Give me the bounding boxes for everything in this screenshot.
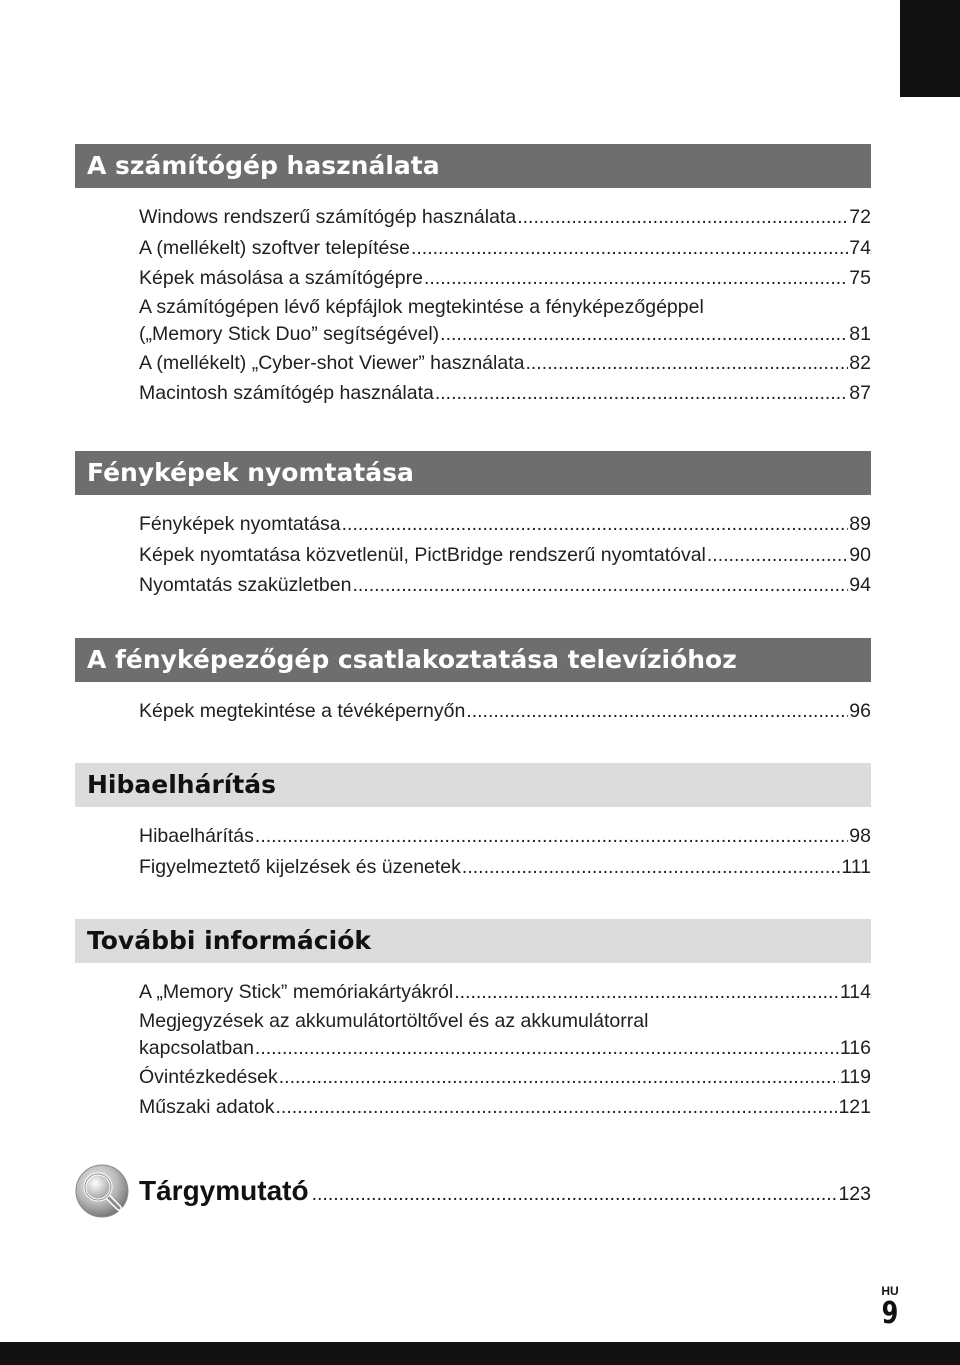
- toc-entry-page: 75: [849, 267, 871, 289]
- corner-tab: [900, 0, 960, 97]
- language-code: HU: [881, 1284, 899, 1298]
- dot-leader: [525, 348, 848, 379]
- toc-entry-label: A „Memory Stick” memóriakártyákról: [139, 981, 454, 1003]
- toc-entry-label: Műszaki adatok: [139, 1096, 275, 1118]
- dot-leader: [462, 852, 840, 883]
- toc-index-entry[interactable]: [75, 1163, 871, 1219]
- toc-entry[interactable]: [139, 1092, 871, 1123]
- toc-entry-label: Figyelmeztető kijelzések és üzenetek: [139, 855, 461, 878]
- dot-leader: [466, 696, 848, 727]
- index-page: 123: [838, 1183, 871, 1205]
- toc-entry-page: 111: [841, 855, 871, 878]
- toc-entry-label: Képek másolása a számítógépre: [139, 267, 423, 289]
- toc-entry[interactable]: [139, 378, 871, 409]
- toc-section-printing: [75, 451, 871, 601]
- dot-leader: [279, 1062, 839, 1093]
- toc-entry-label: A (mellékelt) szoftver telepítése: [139, 236, 410, 259]
- dot-leader: [411, 233, 848, 264]
- toc-entry[interactable]: [139, 821, 871, 852]
- toc-section-computer: [75, 144, 871, 409]
- toc-section-additional-info: [75, 919, 871, 1123]
- toc-entry-label: Képek megtekintése a tévéképernyőn: [139, 700, 466, 722]
- toc-entry[interactable]: [139, 696, 871, 727]
- toc-entry-page: 121: [838, 1096, 871, 1118]
- dot-leader: [707, 540, 848, 571]
- toc-entry-label: kapcsolatban: [139, 1036, 254, 1059]
- dot-leader: [255, 821, 848, 852]
- dot-leader: [435, 378, 848, 409]
- dot-leader: [275, 1092, 837, 1123]
- toc-entry-page: 116: [839, 1036, 871, 1059]
- toc-entry-page: 81: [849, 322, 871, 345]
- section-title: Fényképek nyomtatása: [75, 451, 871, 495]
- toc-entry[interactable]: [139, 540, 871, 571]
- toc-entry[interactable]: [139, 570, 871, 601]
- dot-leader: [424, 263, 848, 294]
- toc-entry[interactable]: [139, 1062, 871, 1093]
- toc-entries: [75, 495, 871, 601]
- toc-entry-label: A (mellékelt) „Cyber-shot Viewer” használata: [139, 351, 525, 374]
- toc-entry-label-line1: A számítógépen lévő képfájlok megtekintése a fényképezőgéppel: [139, 295, 704, 318]
- toc-entry-multiline[interactable]: [139, 1008, 871, 1062]
- toc-entries: [75, 807, 871, 882]
- toc-entry-page: 90: [849, 543, 871, 566]
- section-title: A fényképezőgép csatlakoztatása televízióhoz: [75, 638, 871, 682]
- toc-entry-page: 72: [849, 206, 871, 228]
- toc-entry-page: 82: [849, 351, 871, 374]
- toc-section-troubleshooting: [75, 763, 871, 882]
- section-title: További információk: [75, 919, 871, 963]
- toc-entry-page: 87: [849, 382, 871, 404]
- toc-entry[interactable]: [139, 977, 871, 1008]
- toc-entry-page: 94: [849, 574, 871, 596]
- toc-entry-label: („Memory Stick Duo” segítségével): [139, 322, 440, 345]
- toc-entry-label: Nyomtatás szaküzletben: [139, 574, 352, 596]
- section-title: A számítógép használata: [75, 144, 871, 188]
- toc-entry[interactable]: [139, 348, 871, 379]
- dot-leader: [255, 1035, 839, 1062]
- toc-entry-label: Hibaelhárítás: [139, 825, 254, 847]
- toc-entry[interactable]: [139, 233, 871, 264]
- dot-leader: [440, 321, 848, 348]
- toc-entry-label: Óvintézkedések: [139, 1065, 278, 1088]
- toc-entries: [75, 188, 871, 409]
- toc-section-tv: [75, 638, 871, 727]
- toc-entry-page: 98: [849, 825, 871, 847]
- toc-entry-multiline[interactable]: [139, 294, 871, 348]
- dot-leader: [454, 977, 839, 1008]
- toc-entry-label-line1: Megjegyzések az akkumulátortöltővel és az akkumulátorral: [139, 1009, 649, 1032]
- dot-leader: [517, 202, 848, 233]
- toc-entries: [75, 682, 871, 727]
- page-number: 9: [881, 1296, 899, 1331]
- toc-entry[interactable]: [139, 509, 871, 540]
- toc-entry-label: Macintosh számítógép használata: [139, 382, 434, 404]
- bottom-bar: [0, 1342, 960, 1365]
- dot-leader: [352, 570, 848, 601]
- toc-entry-label: Fényképek nyomtatása: [139, 513, 341, 535]
- dot-leader: [342, 509, 849, 540]
- toc-entries: [75, 963, 871, 1123]
- toc-entry-label: Windows rendszerű számítógép használata: [139, 206, 517, 228]
- magnifier-icon: [75, 1164, 129, 1218]
- toc-entry-page: 89: [849, 513, 871, 535]
- toc-entry-label: Képek nyomtatása közvetlenül, PictBridge rendszerű nyomtatóval: [139, 543, 706, 566]
- index-title: Tárgymutató: [139, 1175, 309, 1206]
- toc-entry-page: 96: [849, 700, 871, 722]
- section-title: Hibaelhárítás: [75, 763, 871, 807]
- toc-entry[interactable]: [139, 202, 871, 233]
- toc-entry-page: 114: [839, 981, 871, 1003]
- dot-leader: [312, 1183, 839, 1206]
- toc-entry[interactable]: [139, 852, 871, 883]
- toc-entry[interactable]: [139, 263, 871, 294]
- toc-entry-page: 119: [839, 1065, 871, 1088]
- toc-entry-page: 74: [849, 236, 871, 259]
